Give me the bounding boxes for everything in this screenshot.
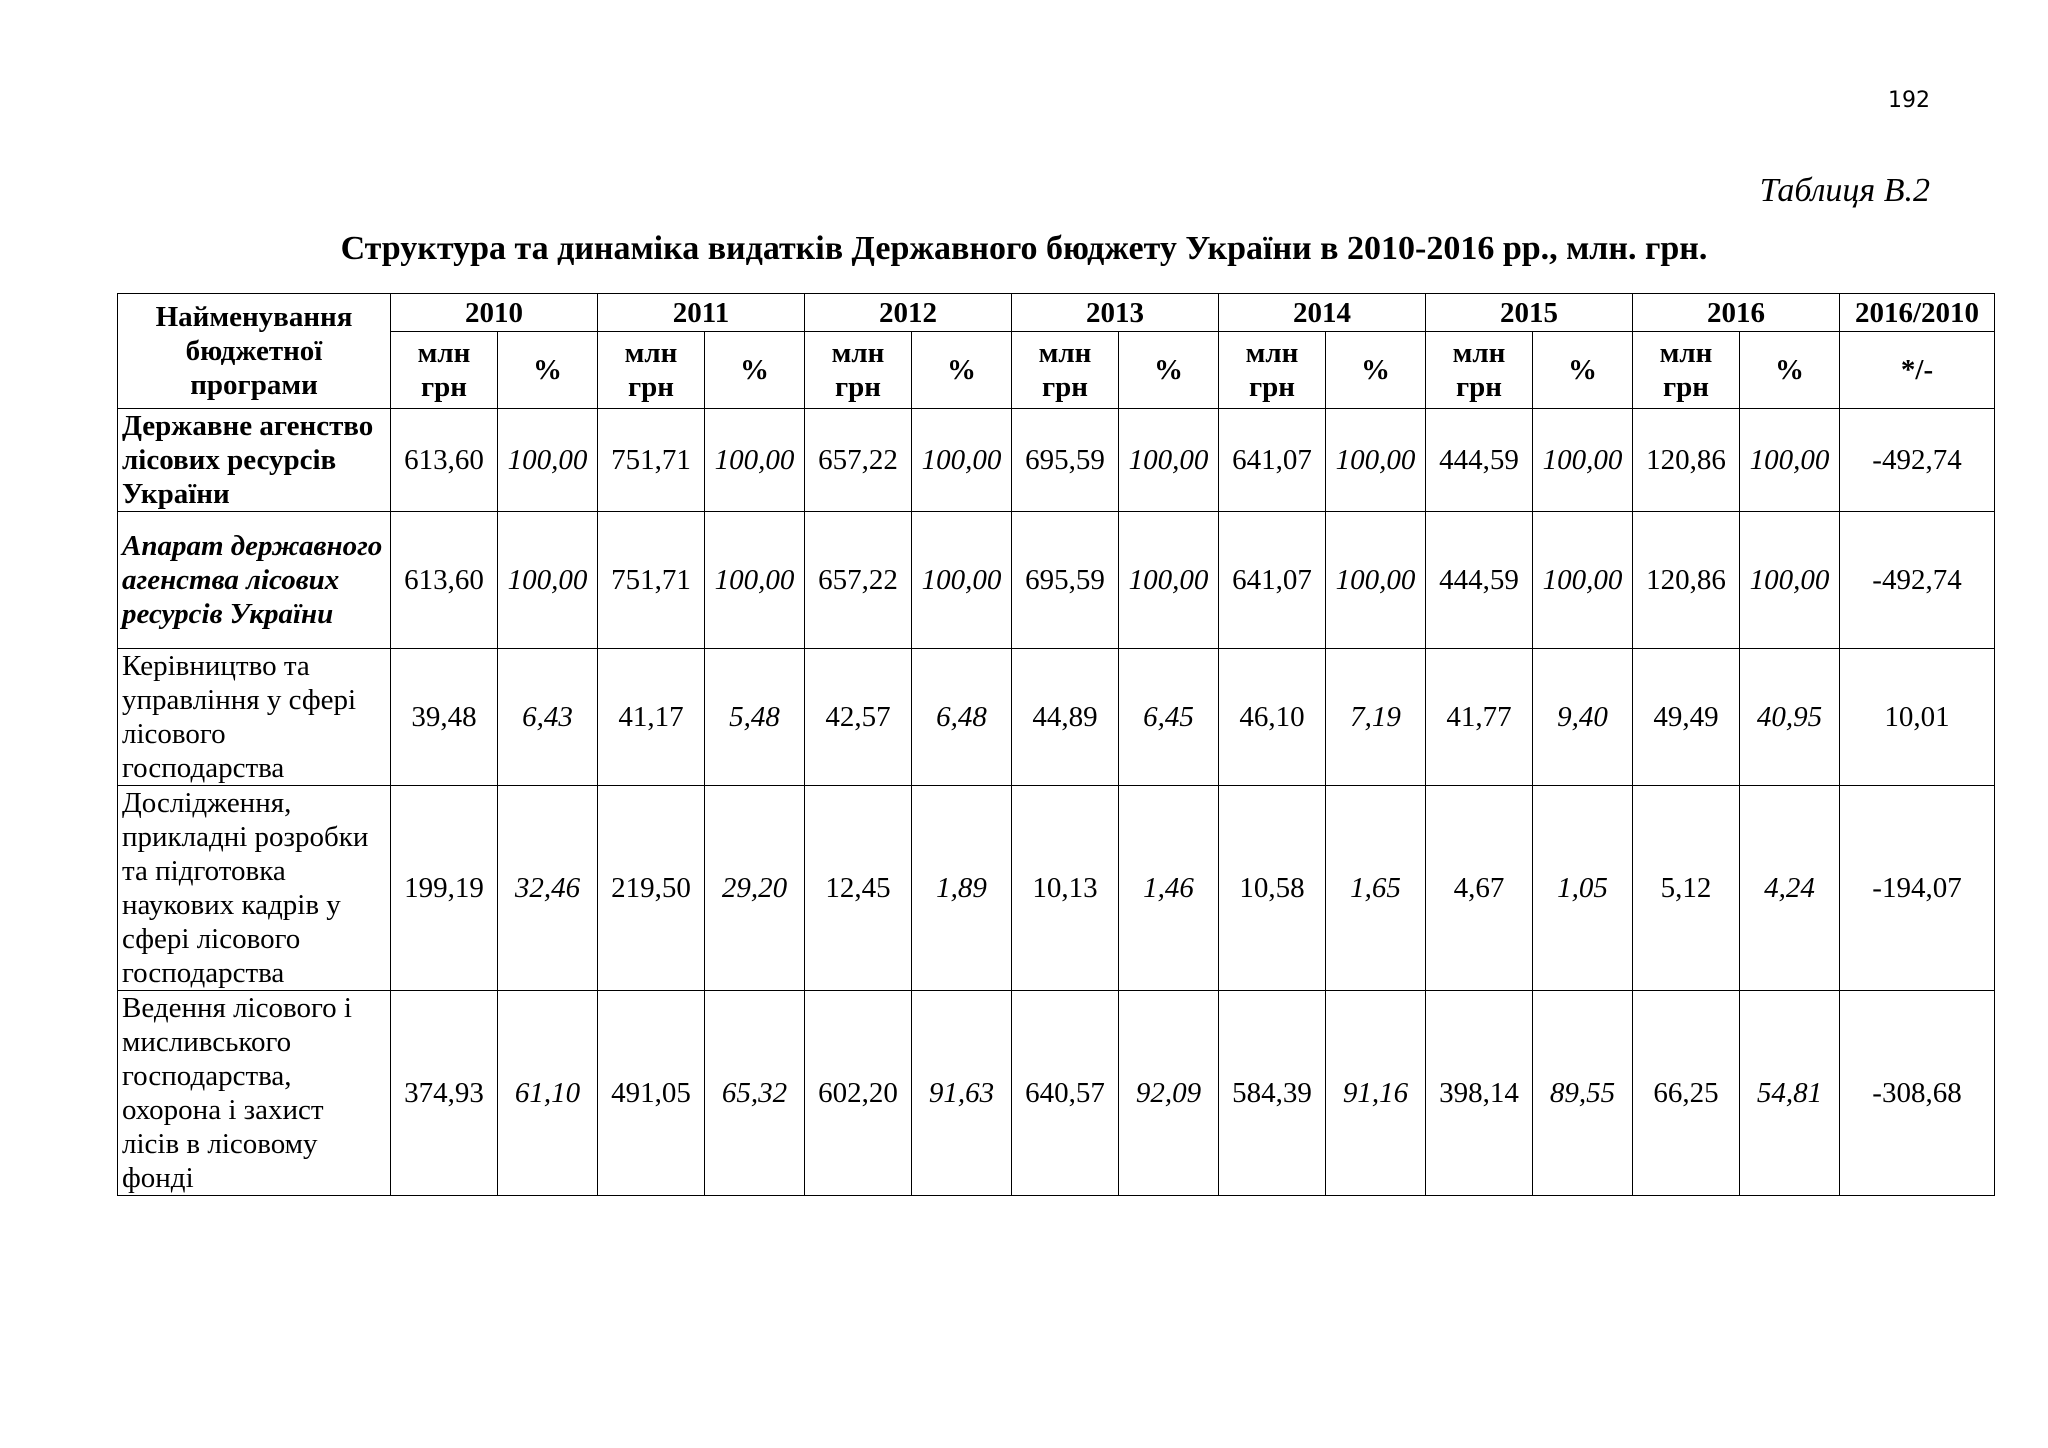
budget-table (117, 293, 1995, 1196)
amount-cell: 120,86 (1633, 512, 1740, 649)
program-name-cell: Державне агенство лісових ресурсів України (118, 409, 391, 512)
amount-cell: 66,25 (1633, 991, 1740, 1196)
table-title: Структура та динаміка видатків Державного бюджету України в 2010-2016 рр., млн. грн. (340, 230, 1708, 267)
unit-pct-header: % (705, 332, 805, 409)
year-header: 2016 (1633, 294, 1840, 332)
amount-cell: 49,49 (1633, 649, 1740, 786)
percent-cell: 91,63 (912, 991, 1012, 1196)
unit-pct-header: % (1326, 332, 1426, 409)
amount-cell: 10,58 (1219, 786, 1326, 991)
amount-cell: 398,14 (1426, 991, 1533, 1196)
year-header: 2012 (805, 294, 1012, 332)
amount-cell: 41,77 (1426, 649, 1533, 786)
amount-cell: 657,22 (805, 512, 912, 649)
unit-mln-header: млн грн (1219, 332, 1326, 409)
percent-cell: 1,46 (1119, 786, 1219, 991)
unit-pct-header: % (1119, 332, 1219, 409)
percent-cell: 92,09 (1119, 991, 1219, 1196)
amount-cell: 199,19 (391, 786, 498, 991)
unit-mln-header: млн грн (598, 332, 705, 409)
amount-cell: 584,39 (1219, 991, 1326, 1196)
percent-cell: 100,00 (1740, 512, 1840, 649)
amount-cell: 4,67 (1426, 786, 1533, 991)
percent-cell: 89,55 (1533, 991, 1633, 1196)
unit-pct-header: % (1533, 332, 1633, 409)
percent-cell: 61,10 (498, 991, 598, 1196)
percent-cell: 65,32 (705, 991, 805, 1196)
unit-pct-header: % (912, 332, 1012, 409)
program-name-cell: Дослідження, прикладні розробки та підготовка наукових кадрів у сфері лісового господарства (118, 786, 391, 991)
percent-cell: 6,48 (912, 649, 1012, 786)
amount-cell: 374,93 (391, 991, 498, 1196)
amount-cell: 657,22 (805, 409, 912, 512)
table-body (118, 409, 1995, 1196)
unit-mln-header: млн грн (1012, 332, 1119, 409)
change-cell: 10,01 (1840, 649, 1995, 786)
amount-cell: 751,71 (598, 512, 705, 649)
amount-cell: 120,86 (1633, 409, 1740, 512)
year-header: 2011 (598, 294, 805, 332)
amount-cell: 602,20 (805, 991, 912, 1196)
program-name-header: Найменування бюджетної програми (118, 294, 391, 409)
amount-cell: 641,07 (1219, 512, 1326, 649)
amount-cell: 39,48 (391, 649, 498, 786)
percent-cell: 1,65 (1326, 786, 1426, 991)
amount-cell: 695,59 (1012, 512, 1119, 649)
change-cell: -194,07 (1840, 786, 1995, 991)
change-cell: -492,74 (1840, 409, 1995, 512)
percent-cell: 100,00 (705, 512, 805, 649)
table-row (118, 512, 1995, 649)
amount-cell: 491,05 (598, 991, 705, 1196)
percent-cell: 7,19 (1326, 649, 1426, 786)
percent-cell: 100,00 (1119, 409, 1219, 512)
amount-cell: 44,89 (1012, 649, 1119, 786)
percent-cell: 1,89 (912, 786, 1012, 991)
amount-cell: 751,71 (598, 409, 705, 512)
amount-cell: 42,57 (805, 649, 912, 786)
amount-cell: 12,45 (805, 786, 912, 991)
percent-cell: 100,00 (912, 409, 1012, 512)
percent-cell: 91,16 (1326, 991, 1426, 1196)
year-header: 2015 (1426, 294, 1633, 332)
program-name-cell: Ведення лісового і мисливського господарства, охорона і захист лісів в лісовому фонді (118, 991, 391, 1196)
year-header-row (118, 294, 1995, 332)
percent-cell: 100,00 (498, 512, 598, 649)
percent-cell: 100,00 (912, 512, 1012, 649)
amount-cell: 695,59 (1012, 409, 1119, 512)
unit-pct-header: % (498, 332, 598, 409)
percent-cell: 100,00 (705, 409, 805, 512)
amount-cell: 613,60 (391, 512, 498, 649)
percent-cell: 100,00 (1740, 409, 1840, 512)
program-name-cell: Керівництво та управління у сфері лісового господарства (118, 649, 391, 786)
percent-cell: 29,20 (705, 786, 805, 991)
unit-change-header: */- (1840, 332, 1995, 409)
year-header: 2014 (1219, 294, 1426, 332)
change-cell: -492,74 (1840, 512, 1995, 649)
change-header: 2016/2010 (1840, 294, 1995, 332)
program-name-cell: Апарат державного агенства лісових ресурсів України (118, 512, 391, 649)
percent-cell: 5,48 (705, 649, 805, 786)
amount-cell: 444,59 (1426, 512, 1533, 649)
unit-pct-header: % (1740, 332, 1840, 409)
percent-cell: 40,95 (1740, 649, 1840, 786)
amount-cell: 640,57 (1012, 991, 1119, 1196)
change-cell: -308,68 (1840, 991, 1995, 1196)
amount-cell: 46,10 (1219, 649, 1326, 786)
amount-cell: 5,12 (1633, 786, 1740, 991)
table-label: Таблиця В.2 (1759, 172, 1930, 209)
percent-cell: 100,00 (1326, 409, 1426, 512)
table-row (118, 649, 1995, 786)
percent-cell: 9,40 (1533, 649, 1633, 786)
percent-cell: 100,00 (1533, 409, 1633, 512)
amount-cell: 444,59 (1426, 409, 1533, 512)
table-row (118, 409, 1995, 512)
page-number: 192 (1888, 88, 1930, 113)
percent-cell: 54,81 (1740, 991, 1840, 1196)
percent-cell: 32,46 (498, 786, 598, 991)
percent-cell: 6,43 (498, 649, 598, 786)
amount-cell: 613,60 (391, 409, 498, 512)
unit-mln-header: млн грн (1426, 332, 1533, 409)
year-header: 2013 (1012, 294, 1219, 332)
unit-mln-header: млн грн (391, 332, 498, 409)
percent-cell: 100,00 (1533, 512, 1633, 649)
amount-cell: 641,07 (1219, 409, 1326, 512)
percent-cell: 4,24 (1740, 786, 1840, 991)
percent-cell: 1,05 (1533, 786, 1633, 991)
amount-cell: 10,13 (1012, 786, 1119, 991)
unit-mln-header: млн грн (1633, 332, 1740, 409)
table-row (118, 786, 1995, 991)
amount-cell: 41,17 (598, 649, 705, 786)
percent-cell: 100,00 (1119, 512, 1219, 649)
unit-header-row (118, 332, 1995, 409)
amount-cell: 219,50 (598, 786, 705, 991)
table-row (118, 991, 1995, 1196)
year-header: 2010 (391, 294, 598, 332)
percent-cell: 100,00 (498, 409, 598, 512)
percent-cell: 100,00 (1326, 512, 1426, 649)
percent-cell: 6,45 (1119, 649, 1219, 786)
unit-mln-header: млн грн (805, 332, 912, 409)
